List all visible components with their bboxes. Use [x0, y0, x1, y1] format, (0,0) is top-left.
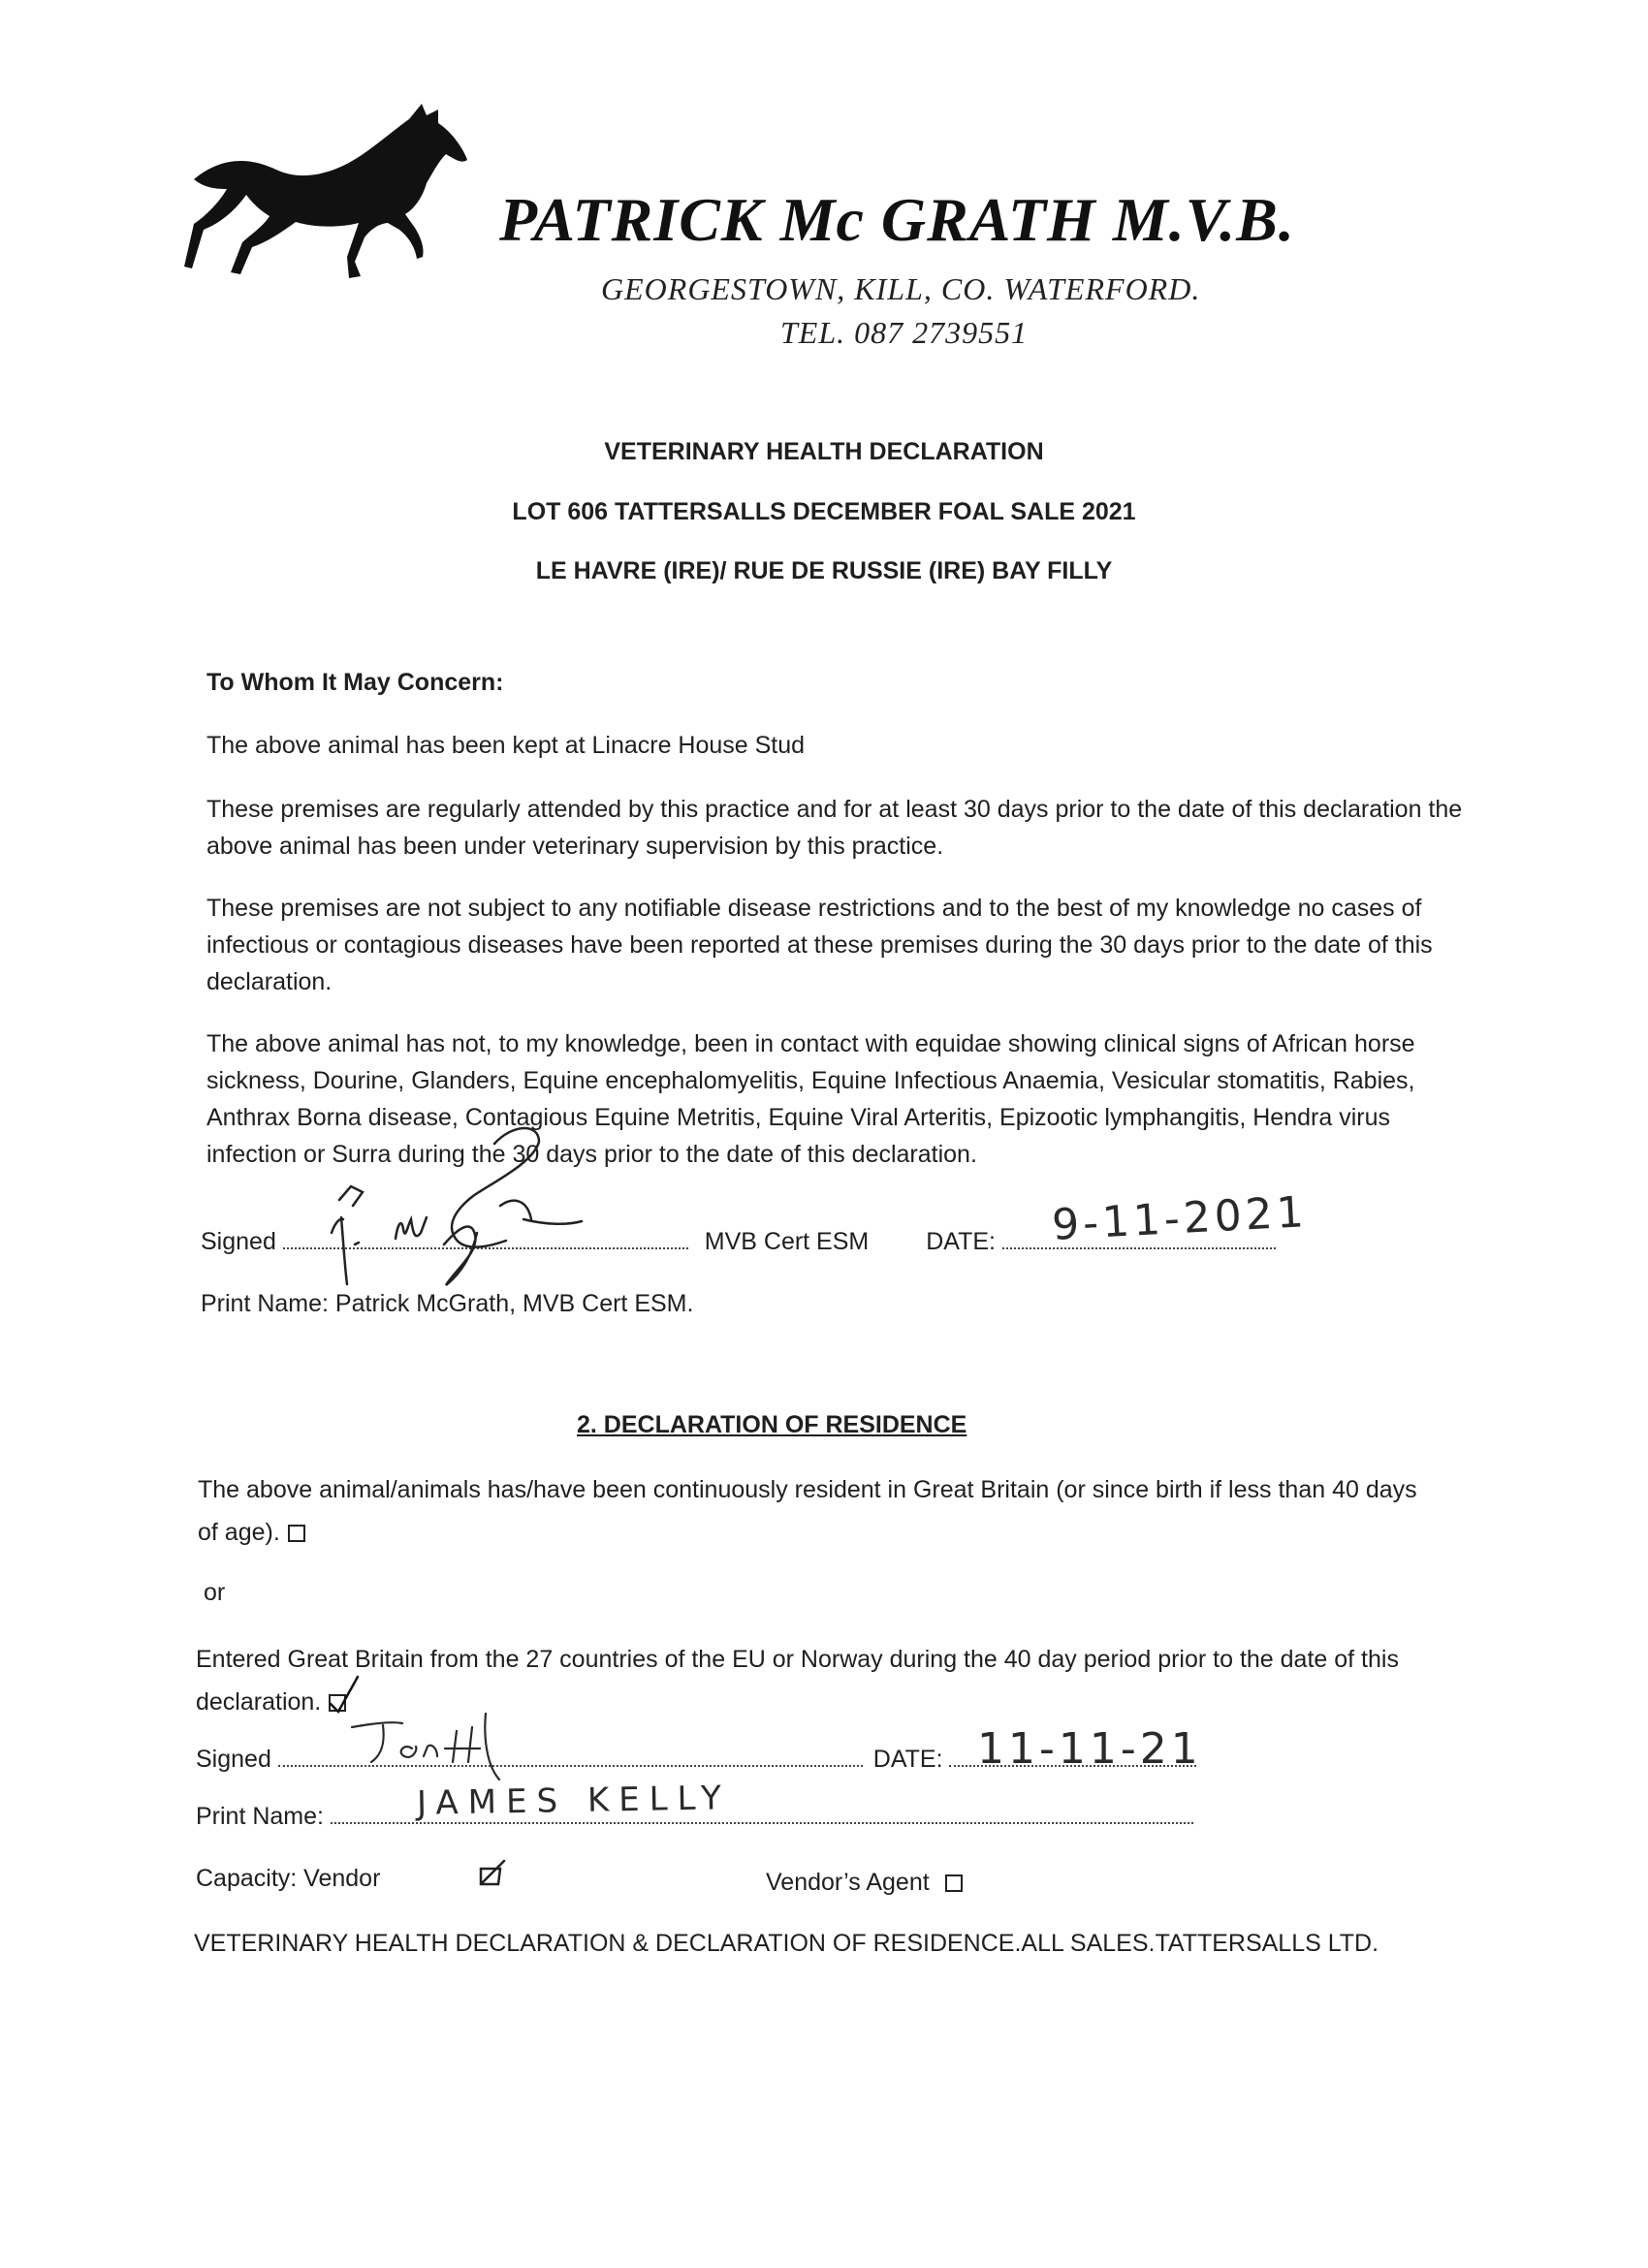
vendor-print-name-row	[196, 1798, 1456, 1835]
paragraph-supervision: These premises are regularly attended by this practice and for at least 30 days prior to the date of this declaration the above animal has been under veterinary supervision by this practice.	[206, 796, 1463, 860]
paragraph-diseases: The above animal has not, to my knowledge, been in contact with equidae showing clinical signs of African horse sickness, Dourine, Glanders, Equine encephalomyelitis, Equine Infectious Anaemia, Vesicular stomatitis, Rabies, Anthrax Borna disease, Contagious Equine Metritis, Equine Viral Arteritis, Epizootic lymphangitis, Hendra virus infection or Surra during the 30 days prior to the date of this declaration.	[206, 1030, 1415, 1168]
vendors-agent-checkbox[interactable]	[945, 1874, 963, 1892]
vendor-date-label: DATE:	[872, 1746, 943, 1773]
vendor-print-name-handwritten: JAMES KELLY	[416, 1779, 732, 1823]
vet-address: GEORGESTOWN, KILL, CO. WATERFORD.	[601, 271, 1201, 306]
vet-signature	[320, 1124, 679, 1289]
vet-name: PATRICK Mc GRATH M.V.B.	[499, 185, 1295, 254]
declaration-title: VETERINARY HEALTH DECLARATION	[604, 438, 1044, 465]
vet-print-name: Print Name: Patrick McGrath, MVB Cert ESM.	[201, 1290, 694, 1317]
residence-option-continuous-text: The above animal/animals has/have been continuously resident in Great Britain (or since birth if less than 40 days of age).	[198, 1476, 1417, 1546]
paragraph-restrictions: These premises are not subject to any notifiable disease restrictions and to the best of my knowledge no cases of infectious or contagious diseases have been reported at these premises during the 30 days prior to the date of this declaration.	[206, 895, 1433, 995]
vet-date-label: DATE:	[926, 1228, 996, 1255]
vendor-print-name-label: Print Name:	[196, 1803, 324, 1830]
vendor-date-handwritten: 11-11-21	[977, 1724, 1202, 1774]
vet-telephone: TEL. 087 2739551	[780, 315, 1029, 350]
paragraph-premises: The above animal has been kept at Linacre House Stud	[206, 732, 806, 759]
vendor-signed-label: Signed	[196, 1746, 271, 1773]
vendors-agent-label: Vendor’s Agent	[766, 1869, 930, 1896]
continuous-residence-checkbox[interactable]	[288, 1525, 305, 1542]
vet-date-handwritten: 9-11-2021	[1050, 1187, 1309, 1250]
vendor-capacity-check-icon[interactable]	[477, 1859, 510, 1888]
salutation: To Whom It May Concern:	[206, 669, 504, 696]
or-label: or	[204, 1579, 226, 1606]
residence-heading: 2. DECLARATION OF RESIDENCE	[577, 1411, 967, 1438]
capacity-vendor-label: Capacity: Vendor	[196, 1865, 381, 1892]
lot-title: LOT 606 TATTERSALLS DECEMBER FOAL SALE 2021	[512, 498, 1136, 525]
horse-logo-icon	[184, 102, 475, 281]
residence-option-entered-text: Entered Great Britain from the 27 countries of the EU or Norway during the 40 day period prior to the date of this declaration.	[196, 1646, 1399, 1716]
vendors-agent-option	[766, 1864, 963, 1901]
footer-note: VETERINARY HEALTH DECLARATION & DECLARATION OF RESIDENCE.ALL SALES.TATTERSALLS LTD.	[194, 1930, 1379, 1957]
animal-title: LE HAVRE (IRE)/ RUE DE RUSSIE (IRE) BAY FILLY	[535, 557, 1113, 584]
vet-cert-label: MVB Cert ESM	[704, 1228, 870, 1255]
vendor-signature	[344, 1706, 548, 1783]
residence-option-continuous	[198, 1468, 1419, 1554]
vet-signed-label: Signed	[201, 1228, 276, 1255]
